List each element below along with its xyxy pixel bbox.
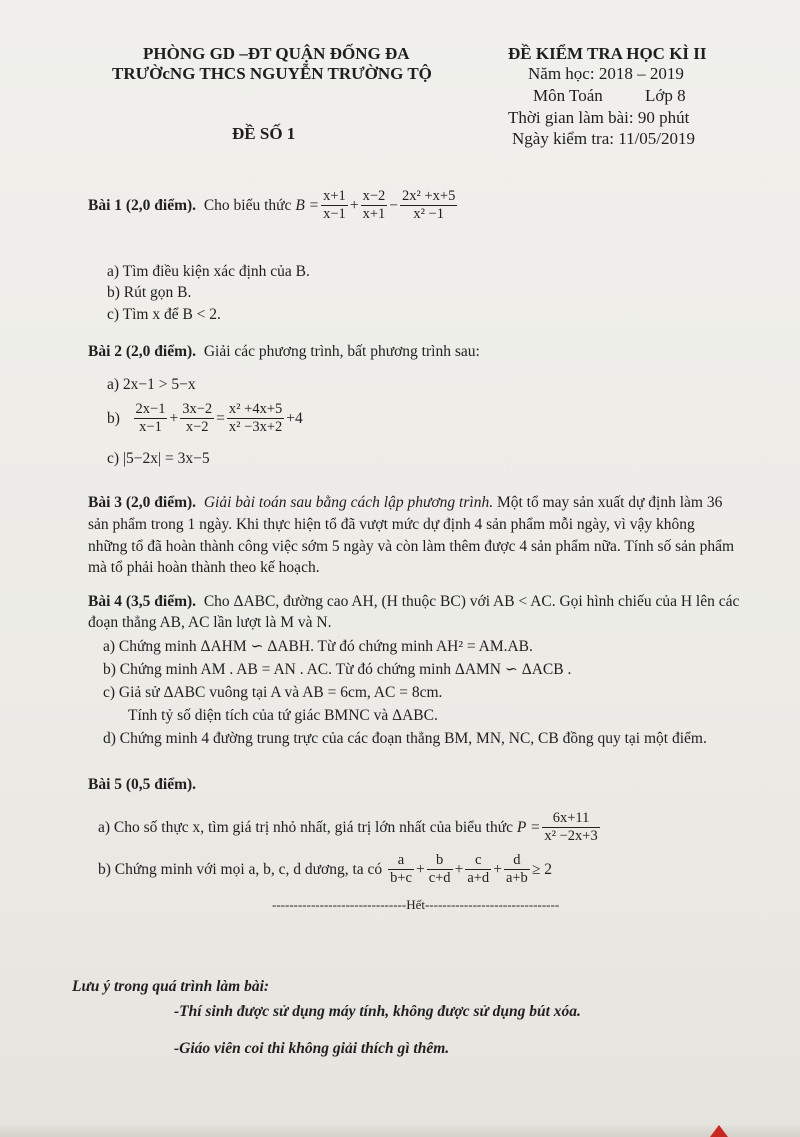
problem-5-title-text: Bài 5 (0,5 điểm). [88, 776, 197, 793]
problem-4-title: Bài 4 (3,5 điểm). [88, 593, 197, 610]
problem-5-b-text: b) Chứng minh với mọi a, b, c, d dương, ta có [98, 860, 383, 878]
fraction: $\frac{d}{a+b}$ [505, 852, 528, 886]
plus-sign: + [169, 409, 179, 427]
page-bottom-edge [0, 1125, 800, 1137]
fraction: $\frac{x-2}{x+1}$ [362, 188, 386, 222]
problem-2-item-c: c) |5−2x| = 3x−5 [107, 450, 210, 467]
fraction: $\frac{2x-1}{x-1}$ [135, 401, 166, 435]
problem-4-item-a: a) Chứng minh ΔAHM ∽ ΔABH. Từ đó chứng minh AH² = AM.AB. [103, 638, 533, 655]
expr-p-lhs: P = [516, 818, 541, 836]
problem-4-item-c: c) Giả sử ΔABC vuông tại A và AB = 6cm, AC = 8cm. [103, 684, 443, 701]
problem-4-item-d: d) Chứng minh 4 đường trung trực của các đoạn thẳng BM, MN, NC, CB đồng quy tại một điểm. [103, 730, 707, 747]
note-1: -Thí sinh được sử dụng máy tính, không được sử dụng bút xóa. [174, 1003, 581, 1020]
notes-title: Lưu ý trong quá trình làm bài: [72, 978, 270, 995]
expr-b-lhs: B = [295, 196, 320, 214]
problem-5-item-a [98, 810, 602, 845]
problem-3-title: Bài 3 (2,0 điểm). [88, 494, 197, 511]
plus-sign: + [349, 196, 359, 214]
grade: Lớp 8 [645, 86, 686, 105]
fraction: $\frac{x+1}{x-1}$ [323, 188, 346, 222]
end-marker: -------------------------------Hết------------------------------- [272, 897, 560, 912]
expr-tail: +4 [286, 409, 303, 427]
fraction: $\frac{a}{b+c}$ [390, 852, 412, 886]
fraction: $\frac{b}{c+d}$ [428, 852, 451, 886]
problem-4-text: Cho ΔABC, đường cao AH, (H thuộc BC) với AB < AC. Gọi hình chiếu của H lên các [203, 593, 740, 610]
problem-3-instruction: Giải bài toán sau bằng cách lập phương trình. [203, 494, 494, 511]
exam-date: Ngày kiểm tra: 11/05/2019 [512, 129, 696, 148]
problem-3-line-2: sản phẩm trong 1 ngày. Khi thực hiện tổ đã vượt mức dự định 4 sản phẩm mỗi ngày, vì vậy không [88, 516, 695, 533]
problem-1-item-c: c) Tìm x để B < 2. [107, 306, 221, 323]
school-name: TRƯỜcNG THCS NGUYỄN TRƯỜNG TỘ [112, 64, 432, 83]
problem-1-item-a: a) Tìm điều kiện xác định của B. [107, 263, 310, 280]
problem-4-line-2: đoạn thẳng AB, AC lần lượt là M và N. [88, 614, 332, 631]
subject: Môn Toán [533, 86, 603, 105]
fraction: $\frac{6x+11}{\text{x² −2x+3}}$ [544, 810, 598, 844]
problem-3-line-1 [88, 494, 722, 512]
problem-1-item-b: b) Rút gọn B. [107, 284, 192, 301]
problem-2-intro: Giải các phương trình, bất phương trình sau: [203, 343, 480, 360]
fraction: $\frac{\text{2x² +x+5}}{\text{x² −1}}$ [402, 188, 456, 222]
exam-title: ĐỀ KIỂM TRA HỌC KÌ II [508, 44, 707, 63]
fraction: $\frac{c}{a+d}$ [467, 852, 490, 886]
plus-sign: + [415, 860, 425, 878]
expr-tail: ≥ 2 [531, 860, 552, 878]
problem-4-line-1 [88, 593, 739, 611]
problem-2-statement [88, 343, 480, 361]
problem-2-item-b [107, 401, 303, 436]
department-name: PHÒNG GD –ĐT QUẬN ĐỐNG ĐA [143, 44, 410, 63]
problem-2-item-a: a) 2x−1 > 5−x [107, 376, 196, 393]
plus-sign: + [493, 860, 502, 878]
fraction: $\frac{3x-2}{x-2}$ [182, 401, 213, 435]
exam-code: ĐỀ SỐ 1 [232, 124, 296, 143]
equals-sign: = [216, 409, 225, 427]
school-year: Năm học: 2018 – 2019 [528, 64, 684, 83]
problem-5-item-b [98, 852, 552, 887]
problem-1-intro: Cho biểu thức [203, 196, 292, 214]
plus-sign: + [454, 860, 464, 878]
fraction: $\frac{\text{x² +4x+5}}{\text{x² −3x+2}}$ [228, 401, 283, 435]
problem-3-line-3: những tổ đã hoàn thành công việc sớm 5 ngày và còn làm thêm được 4 sản phẩm nữa. Tính số sản phẩm [88, 538, 735, 555]
duration: Thời gian làm bài: 90 phút [508, 108, 690, 127]
problem-3-text: Một tổ may sản xuất dự định làm 36 [493, 494, 723, 511]
problem-4-item-c-cont: Tính tỷ số diện tích của tứ giác BMNC và ΔABC. [128, 707, 438, 724]
problem-1-statement [88, 188, 459, 223]
minus-sign: − [389, 196, 398, 214]
problem-4-item-b: b) Chứng minh AM . AB = AN . AC. Từ đó chứng minh ΔAMN ∽ ΔACB . [103, 661, 572, 678]
problem-2-title: Bài 2 (2,0 điểm). [88, 343, 197, 360]
problem-5-title [88, 776, 196, 794]
problem-5-a-text: a) Cho số thực x, tìm giá trị nhỏ nhất, giá trị lớn nhất của biểu thức [98, 818, 513, 836]
note-2: -Giáo viên coi thi không giải thích gì thêm. [174, 1040, 450, 1057]
red-triangle-icon [710, 1125, 728, 1137]
item-label: b) [107, 409, 120, 427]
problem-3-line-4: mà tổ phải hoàn thành theo kế hoạch. [88, 559, 320, 576]
problem-1-title: Bài 1 (2,0 điểm). [88, 196, 197, 214]
